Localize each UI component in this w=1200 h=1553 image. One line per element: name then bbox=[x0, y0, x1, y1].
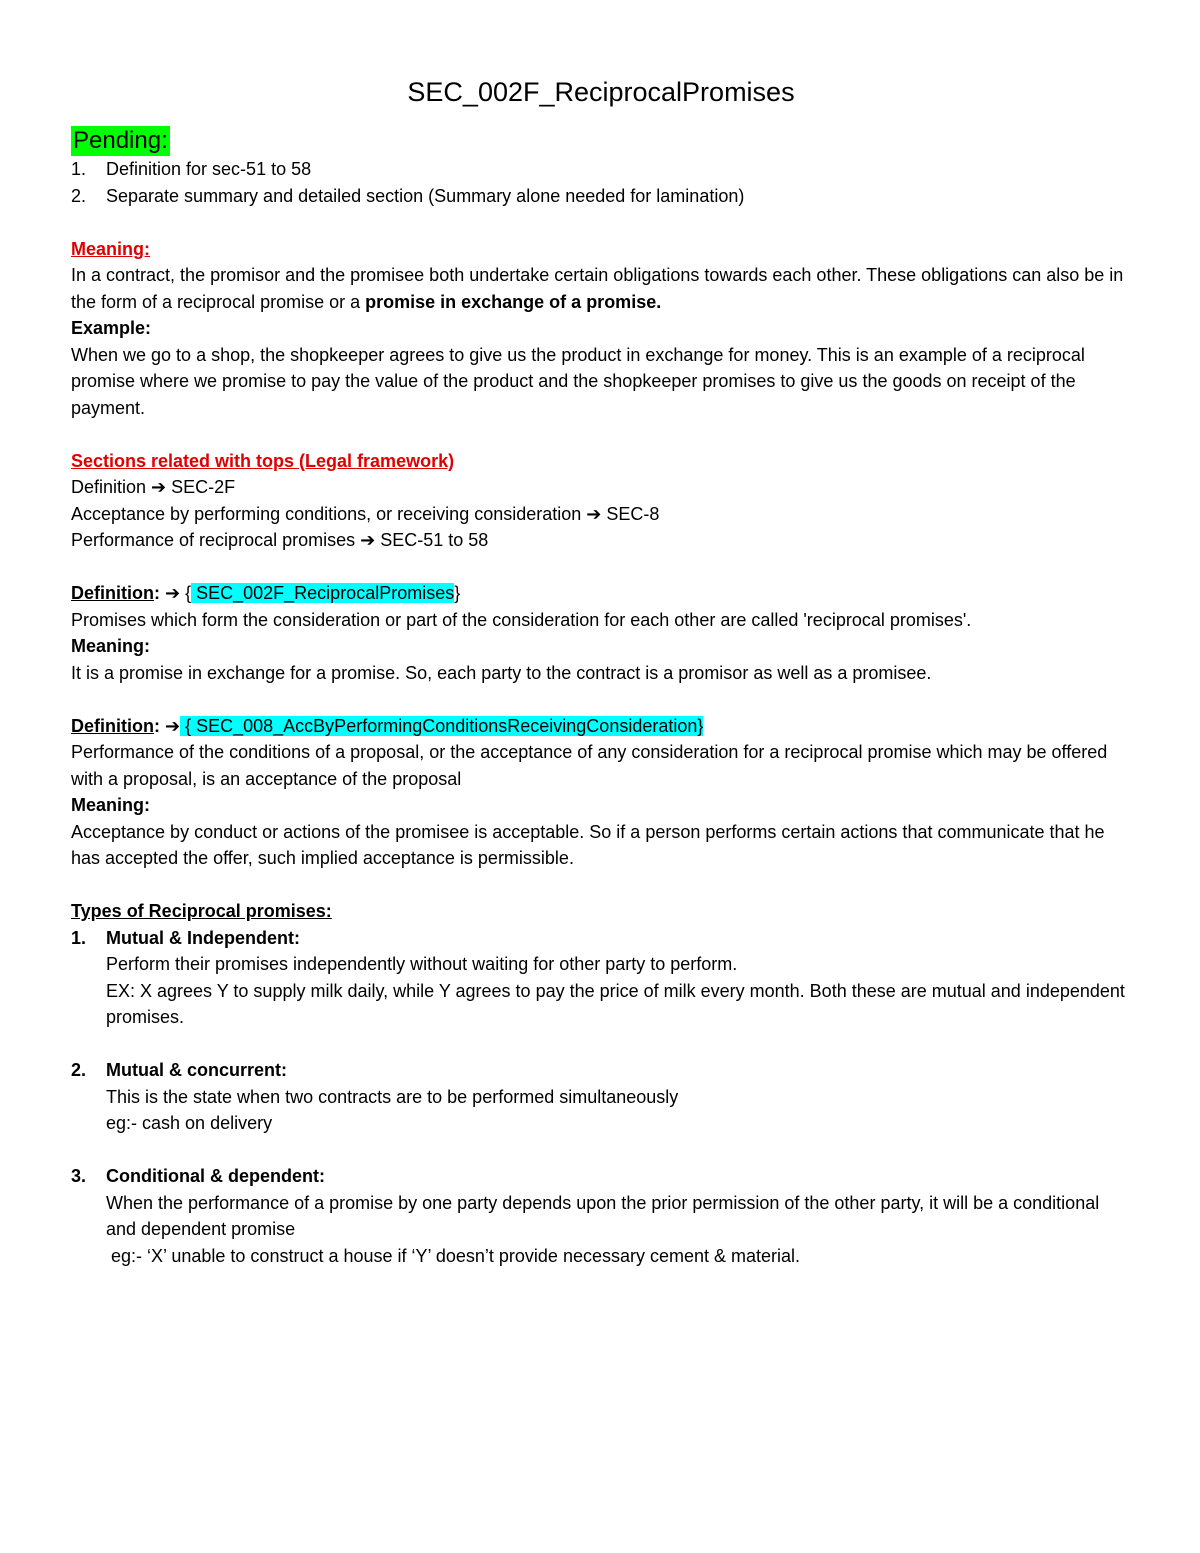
pending-item bbox=[71, 183, 1131, 210]
section-ref: SEC-2F bbox=[166, 477, 236, 497]
type-line: eg:- ‘X’ unable to construct a house if ‘Y’ doesn’t provide necessary cement & material. bbox=[106, 1245, 801, 1266]
definition-label: Definition bbox=[71, 583, 154, 603]
meaning-paragraph bbox=[71, 262, 1131, 315]
section-label: Performance of reciprocal promises bbox=[71, 530, 361, 550]
brace-open: { bbox=[180, 583, 192, 603]
definition-meaning-label: Meaning: bbox=[71, 636, 150, 656]
definition-colon: : bbox=[154, 715, 165, 736]
section-ref: SEC-51 to 58 bbox=[375, 530, 489, 550]
definition-meaning-label: Meaning: bbox=[71, 795, 150, 815]
document-title: SEC_002F_ReciprocalPromises bbox=[407, 77, 795, 107]
type-line: When the performance of a promise by one party depends upon the prior permission of the other party, it will be a conditional and dependent promise bbox=[106, 1192, 1100, 1239]
meaning-bold-text: promise in exchange of a promise. bbox=[365, 291, 662, 312]
list-text: Separate summary and detailed section (Summary alone needed for lamination) bbox=[106, 185, 745, 206]
section-row bbox=[71, 501, 1131, 528]
type-title: Mutual & Independent: bbox=[106, 927, 300, 948]
sections-related bbox=[71, 448, 1131, 554]
type-line: EX: X agrees Y to supply milk daily, while Y agrees to pay the price of milk every month. Both these are mutual and independent promises. bbox=[106, 980, 1125, 1027]
definition-text: Promises which form the consideration or part of the consideration for each other are called 'reciprocal promises'. bbox=[71, 609, 972, 630]
arrow-icon: ➔ bbox=[586, 503, 602, 524]
pending-section bbox=[71, 126, 1131, 209]
section-row bbox=[71, 527, 1131, 554]
list-number: 1. bbox=[71, 927, 87, 948]
example-label: Example: bbox=[71, 318, 152, 338]
type-title: Mutual & concurrent: bbox=[106, 1060, 288, 1080]
type-item bbox=[71, 1057, 1131, 1137]
pending-label: Pending: bbox=[73, 127, 168, 154]
document-page bbox=[71, 72, 1131, 1269]
definition-heading bbox=[71, 580, 1131, 607]
type-title: Conditional & dependent: bbox=[106, 1166, 325, 1186]
type-line: Perform their promises independently without waiting for other party to perform. bbox=[106, 954, 738, 974]
arrow-icon: ➔ bbox=[360, 530, 376, 550]
type-item bbox=[71, 925, 1131, 1031]
section-reference: { SEC_008_AccByPerformingConditionsReceivingConsideration} bbox=[180, 715, 704, 736]
types-heading: Types of Reciprocal promises: bbox=[71, 901, 332, 921]
list-number: 2. bbox=[71, 1060, 87, 1080]
definition-1 bbox=[71, 580, 1131, 686]
definition-text: Performance of the conditions of a proposal, or the acceptance of any consideration for a reciprocal promise which may be offered with a proposal, is an acceptance of the proposal bbox=[71, 742, 1108, 789]
list-number: 1. bbox=[71, 159, 87, 179]
section-reference: SEC_002F_ReciprocalPromises bbox=[191, 583, 455, 603]
list-text: Definition for sec-51 to 58 bbox=[106, 159, 312, 179]
section-label: Definition bbox=[71, 477, 152, 497]
definition-meaning-text: Acceptance by conduct or actions of the promisee is acceptable. So if a person performs certain actions that communicate that he has accepted the offer, such implied acceptance is permissible. bbox=[71, 821, 1105, 868]
type-line: This is the state when two contracts are to be performed simultaneously bbox=[106, 1086, 679, 1107]
section-ref: SEC-8 bbox=[601, 503, 660, 524]
example-text: When we go to a shop, the shopkeeper agrees to give us the product in exchange for money. This is an example of a reciprocal promise where we promise to pay the value of the product and the shopkeeper promises to give us the goods on receipt of the payment. bbox=[71, 344, 1085, 418]
list-number: 3. bbox=[71, 1166, 87, 1186]
types-section bbox=[71, 898, 1131, 1269]
definition-colon: : bbox=[154, 583, 165, 603]
type-line: eg:- cash on delivery bbox=[106, 1113, 273, 1133]
definition-heading bbox=[71, 713, 1131, 740]
meaning-text: In a contract, the promisor and the promisee both undertake certain obligations towards each other. These obligations can also be in the form of a reciprocal promise or a bbox=[71, 265, 1124, 312]
meaning-heading: Meaning: bbox=[71, 238, 150, 259]
brace-close: } bbox=[454, 583, 461, 603]
pending-item bbox=[71, 156, 1131, 183]
section-label: Acceptance by performing conditions, or receiving consideration bbox=[71, 503, 587, 524]
type-item bbox=[71, 1163, 1131, 1269]
arrow-icon: ➔ bbox=[165, 715, 181, 736]
definition-2 bbox=[71, 713, 1131, 872]
arrow-icon: ➔ bbox=[151, 477, 167, 497]
definition-label: Definition bbox=[71, 715, 154, 736]
section-row bbox=[71, 474, 1131, 501]
meaning-section bbox=[71, 236, 1131, 422]
arrow-icon: ➔ bbox=[165, 583, 181, 603]
definition-meaning-text: It is a promise in exchange for a promise. So, each party to the contract is a promisor as well as a promisee. bbox=[71, 662, 932, 683]
list-number: 2. bbox=[71, 185, 87, 206]
sections-heading: Sections related with tops (Legal framework) bbox=[71, 450, 455, 471]
